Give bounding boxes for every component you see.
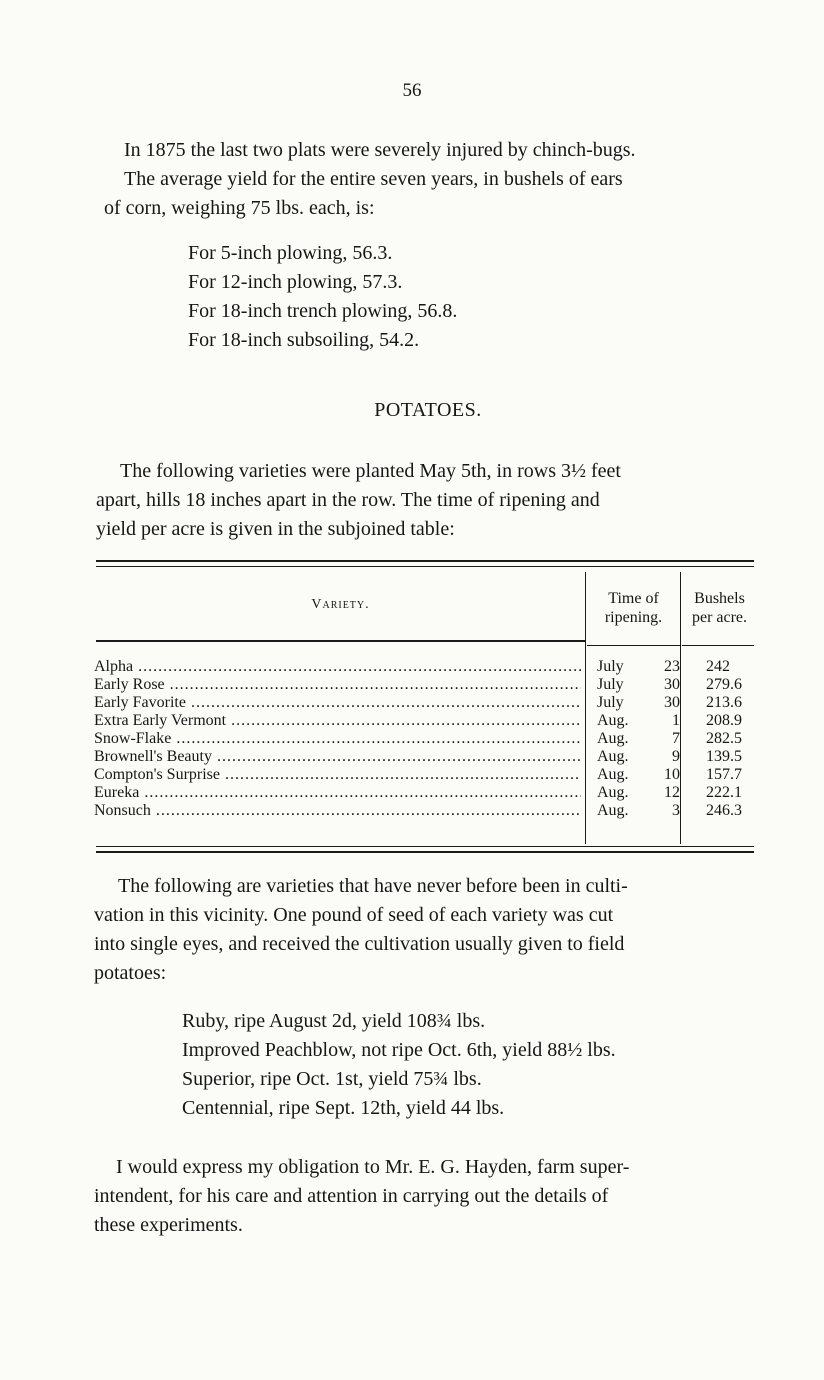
header-rule [682,645,754,646]
variety-name: Nonsuch ..... [94,802,581,820]
ripening-month: Aug. [597,784,629,801]
section-heading: POTATOES. [374,399,482,421]
header-bushels-line-1: Bushels [694,590,745,607]
table-bottom-rule-inner [96,846,754,847]
header-variety: Variety. [311,597,370,612]
new-varieties-line-2: vation in this vicinity. One pound of seed of each variety was cut [94,904,614,926]
closing-line-3: these experiments. [94,1214,243,1236]
header-rule [587,645,680,646]
ripening-month: Aug. [597,712,629,729]
variety-name: Snow-Flake ..... [94,730,581,748]
ripening-day: 1 [672,712,680,729]
variety-name: Eureka ..... [94,784,581,802]
header-time-line-2: ripening. [604,609,663,626]
new-varieties-line-4: potatoes: [94,962,167,984]
bushels-value: 213.6 [706,694,742,711]
header-bushels-line-2: per acre. [691,609,748,626]
bushels-value: 279.6 [706,676,742,693]
ripening-month: Aug. [597,730,629,747]
new-variety-item: Ruby, ripe August 2d, yield 108¾ lbs. [182,1010,486,1032]
header-time-line-1: Time of [608,590,659,607]
ripening-month: July [597,658,624,675]
table-top-rule-inner [96,566,754,567]
variety-name: Brownell's Beauty ..... [94,748,581,766]
ripening-day: 23 [664,658,680,675]
table-top-rule [96,560,754,562]
variety-name: Extra Early Vermont ..... [94,712,581,730]
ripening-day: 9 [672,748,680,765]
bushels-value: 222.1 [706,784,742,801]
plowing-result: For 18-inch trench plowing, 56.8. [188,300,458,322]
potatoes-intro-line-2: apart, hills 18 inches apart in the row. The time of ripening and [96,489,600,511]
ripening-month: Aug. [597,802,629,819]
new-varieties-line-1: The following are varieties that have never before been in culti- [118,875,628,897]
new-varieties-line-3: into single eyes, and received the cultivation usually given to field [94,933,625,955]
ripening-day: 12 [664,784,680,801]
intro-line-1: In 1875 the last two plats were severely injured by chinch-bugs. [124,139,636,161]
ripening-day: 30 [664,676,680,693]
new-variety-item: Centennial, ripe Sept. 12th, yield 44 lbs. [182,1097,505,1119]
bushels-value: 208.9 [706,712,742,729]
ripening-day: 30 [664,694,680,711]
header-rule [96,640,585,642]
ripening-day: 10 [664,766,680,783]
bushels-value: 157.7 [706,766,742,783]
potatoes-intro-line-1: The following varieties were planted May 5th, in rows 3½ feet [120,460,621,482]
ripening-day: 7 [672,730,680,747]
page-number: 56 [402,80,422,101]
variety-name: Early Favorite ..... [94,694,581,712]
variety-name: Early Rose ..... [94,676,581,694]
plowing-result: For 5-inch plowing, 56.3. [188,242,393,264]
column-divider [585,572,586,844]
bushels-value: 139.5 [706,748,742,765]
bushels-value: 246.3 [706,802,742,819]
plowing-result: For 18-inch subsoiling, 54.2. [188,329,420,351]
column-divider [680,572,681,844]
variety-name: Alpha ..... [94,658,581,676]
ripening-month: July [597,694,624,711]
variety-name: Compton's Surprise ..... [94,766,581,784]
table-bottom-rule [96,851,754,853]
ripening-month: Aug. [597,748,629,765]
new-variety-item: Improved Peachblow, not ripe Oct. 6th, yield 88½ lbs. [182,1039,616,1061]
plowing-result: For 12-inch plowing, 57.3. [188,271,403,293]
bushels-value: 282.5 [706,730,742,747]
closing-line-1: I would express my obligation to Mr. E. G. Hayden, farm super- [116,1156,630,1178]
new-variety-item: Superior, ripe Oct. 1st, yield 75¾ lbs. [182,1068,482,1090]
ripening-month: July [597,676,624,693]
ripening-day: 3 [672,802,680,819]
ripening-month: Aug. [597,766,629,783]
potatoes-intro-line-3: yield per acre is given in the subjoined table: [96,518,455,540]
closing-line-2: intendent, for his care and attention in carrying out the details of [94,1185,609,1207]
bushels-value: 242 [706,658,730,675]
intro-line-2: The average yield for the entire seven years, in bushels of ears [124,168,623,190]
intro-line-3: of corn, weighing 75 lbs. each, is: [104,197,375,219]
